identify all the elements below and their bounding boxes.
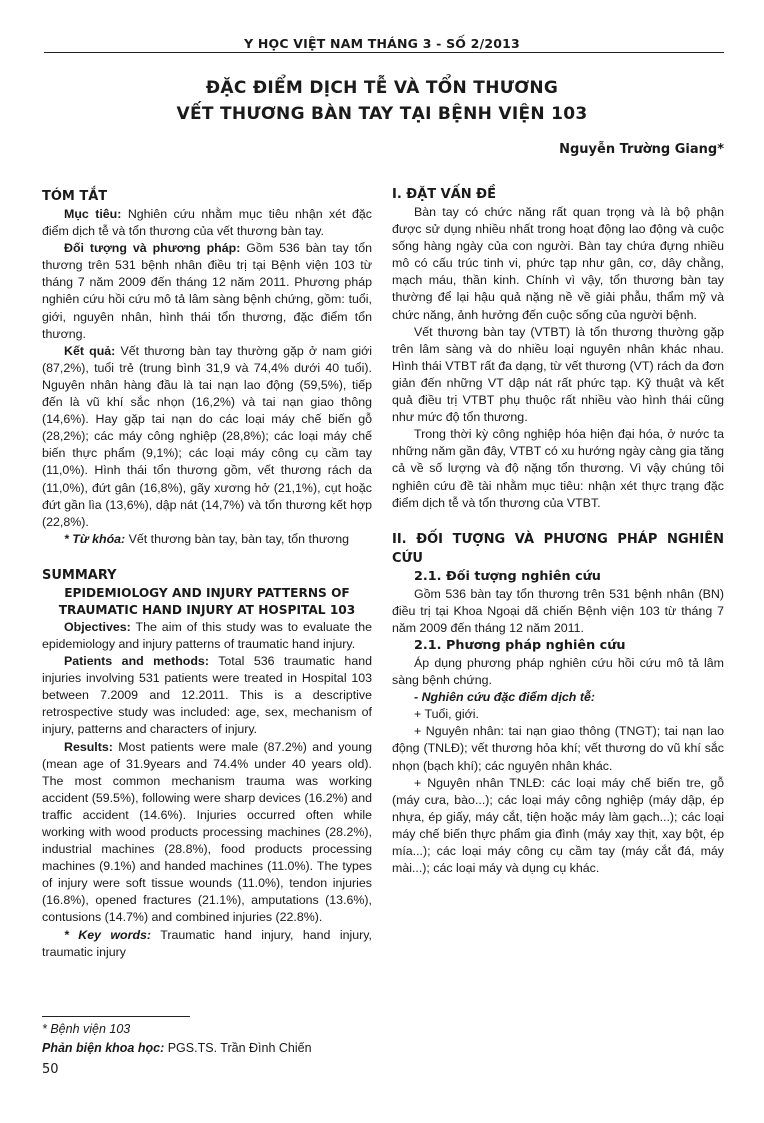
subsection-2-2-heading: 2.1. Phương pháp nghiên cứu bbox=[414, 637, 626, 653]
article-title bbox=[0, 75, 764, 127]
abstract-vi-objectives: Mục tiêu: Nghiên cứu nhằm mục tiêu nhận xét đặc điểm dịch tễ và tổn thương của vết thương bàn tay. bbox=[42, 207, 372, 239]
title-line-2: VẾT THƯƠNG BÀN TAY TẠI BỆNH VIỆN 103 bbox=[176, 104, 588, 124]
footnote-affiliation: * Bệnh viện 103 bbox=[42, 1022, 131, 1036]
subsection-2-1-heading: 2.1. Đối tượng nghiên cứu bbox=[414, 568, 601, 584]
page-number: 50 bbox=[42, 1062, 59, 1077]
list-item: + Tuổi, giới. bbox=[414, 707, 479, 722]
footnotes bbox=[42, 1020, 312, 1058]
list-item: + Nguyên nhân: tai nạn giao thông (TNGT); tai nạn lao động (TNLĐ); vết thương hỏa khí; vết thương do vũ khí sắc nhọn (bạch khí); các nguyên nhân khác. bbox=[392, 724, 724, 773]
abstract-en-methods: Patients and methods: Total 536 traumatic hand injuries involving 531 patients were treated in Hospital 103 between 7.2009 and 12.2011. This is a descriptive retrospective study was included: age, sex, mechanism of injury, patterns and characters of injury. bbox=[42, 654, 372, 737]
left-column bbox=[42, 187, 372, 961]
epidemiology-heading: - Nghiên cứu đặc điểm dịch tễ: bbox=[414, 690, 595, 705]
author-name: Nguyễn Trường Giang* bbox=[559, 142, 724, 157]
title-line-1: ĐẶC ĐIỂM DỊCH TỄ VÀ TỔN THƯƠNG bbox=[205, 78, 559, 98]
abstract-vi-results: Kết quả: Vết thương bàn tay thường gặp ở nam giới (87,2%), tuổi trẻ (trung bình 31,9 và 74,4% dưới 40 tuổi). Nguyên nhân hàng đầu là tai nạn lao động (59,5%), tiếp đến là vũ khí sắc nhọn (16,2%) và tai nạn giao thông (14,6%). Hay gặp tai nạn do các loại máy chế biến gỗ (28,2%); các máy công nghiệp (28,8%); các loại máy chế biến thực phẩm (9,1%); các loại máy công cụ cầm tay (11,0%). Hình thái tổn thương gồm, vết thương rách da (11,0%), đứt gân (16,8%), gãy xương hở (21,1%), cụt hoặc đứt gần lìa (13,6%), dập nát (14,7%) và tổn thương kết hợp (22,8%). bbox=[42, 343, 372, 529]
footnote-rule bbox=[42, 1016, 190, 1017]
right-column bbox=[392, 185, 724, 877]
running-head: Y HỌC VIỆT NAM THÁNG 3 - SỐ 2/2013 bbox=[244, 36, 520, 51]
section-1-paragraph: Bàn tay có chức năng rất quan trọng và là bộ phận được sử dụng nhiều nhất trong hoạt động lao động và cuộc sống hàng ngày của con người. Bàn tay chứa đựng nhiều mô có cấu trúc tinh vi, phức tạp như gân, cơ, dây chằng, mạch máu, thần kinh. Chính vì vậy, tổn thương bàn tay thường để lại hậu quả nặng nề về giải phẫu, thẩm mỹ và chức năng, ảnh hưởng đến cuộc sống của người bệnh. bbox=[392, 205, 724, 322]
abstract-en-heading: SUMMARY bbox=[42, 567, 117, 583]
abstract-vi-methods: Đối tượng và phương pháp: Gồm 536 bàn tay tổn thương trên 531 bệnh nhân điều trị tại Bệnh viện 103 từ tháng 7 năm 2009 đến tháng 12 năm 2011. Phương pháp nghiên cứu hồi cứu mô tả lâm sàng bệnh chứng, gồm: tuổi, giới, nguyên nhân, hình thái tổn thương, đặc điểm tổn thương. bbox=[42, 241, 372, 341]
subsection-2-1-text: Gồm 536 bàn tay tổn thương trên 531 bệnh nhân (BN) điều trị tại Khoa Ngoại dã chiến Bệnh viện 103 từ tháng 7 năm 2009 đến tháng 12 năm 2011. bbox=[392, 586, 724, 635]
list-item: + Nguyên nhân TNLĐ: các loại máy chế biến tre, gỗ (máy cưa, bào...); các loại máy công nghiệp (máy dập, ép nhựa, ép giấy, máy cắt, tiện hoặc máy làm gạch...); các loại máy chế biến thực phẩm gia đình (máy xay thịt, xay bột, ép mía...); các loại máy công cụ cầm tay (máy cắt đá, máy mài...); các loại máy và dụng cụ khác. bbox=[392, 775, 724, 876]
section-1-paragraph: Vết thương bàn tay (VTBT) là tổn thương thường gặp trên lâm sàng và do nhiều loại nguyên nhân khác nhau. Hình thái VTBT rất đa dạng, từ vết thương (VT) rách da đơn giản đến những VT dập nát rất phức tạp. Kỹ thuật và kết quả điều trị VTBT phụ thuộc rất nhiều vào hình thái cũng như mức độ tổn thương. bbox=[392, 324, 724, 425]
abstract-vi-heading: TÓM TẮT bbox=[42, 189, 108, 204]
section-1-heading: I. ĐẶT VẤN ĐỀ bbox=[392, 187, 496, 202]
section-2-heading: II. ĐỐI TƯỢNG VÀ PHƯƠNG PHÁP NGHIÊN CỨU bbox=[392, 531, 724, 566]
header-rule bbox=[44, 52, 724, 53]
abstract-en-objectives: Objectives: The aim of this study was to evaluate the epidemiology and injury patterns of traumatic hand injury. bbox=[42, 619, 372, 651]
abstract-en-keywords: * Key words: Traumatic hand injury, hand injury, traumatic injury bbox=[42, 927, 372, 959]
section-1-paragraph: Trong thời kỳ công nghiệp hóa hiện đại hóa, ở nước ta những năm gần đây, VTBT có xu hướng ngày càng gia tăng cả về số lượng và độ nặng tổn thương. Vì vậy chúng tôi nghiên cứu đề tài nhằm mục tiêu: nhận xét thực trạng đặc điểm dịch tễ và tổn thương của VTBT. bbox=[392, 427, 724, 510]
footnote-reviewer: Phản biện khoa học: PGS.TS. Trần Đình Chiến bbox=[42, 1041, 312, 1055]
abstract-en-title: EPIDEMIOLOGY AND INJURY PATTERNS OF TRAUMATIC HAND INJURY AT HOSPITAL 103 bbox=[58, 585, 356, 617]
abstract-en-results: Results: Most patients were male (87.2%) and young (mean age of 31.9years and 74.4% under 40 years old). The most common mechanism trauma was working accident (59.5%), following were sharp devices (16.2%) and traffic accident (14.6%). Injuries occurred often while working with wood products processing machines (28.2%), industrial machines (28.8%), food products processing machines (9.1%) and handed machines (11.0%). The types of injury were soft tissue wounds (11.0%), tendon injuries (16.8%), opened fractures (21.1%), amputations (13.6%), contusions (14.7%) and combined injuries (22.8%). bbox=[42, 739, 372, 925]
abstract-vi-keywords: * Từ khóa: Vết thương bàn tay, bàn tay, tổn thương bbox=[64, 531, 350, 546]
spacer bbox=[42, 548, 372, 566]
subsection-2-2-text: Áp dụng phương pháp nghiên cứu hồi cứu mô tả lâm sàng bệnh chứng. bbox=[392, 655, 724, 688]
spacer bbox=[392, 512, 724, 530]
